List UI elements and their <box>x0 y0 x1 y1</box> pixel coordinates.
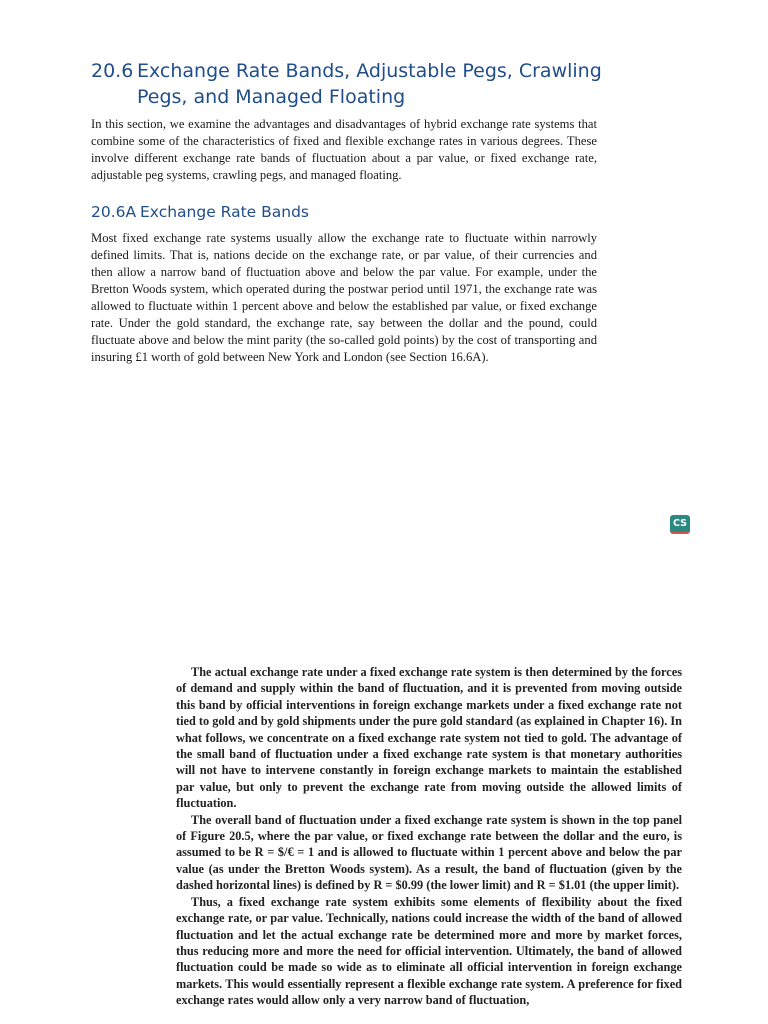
camscanner-badge: CS <box>670 515 690 534</box>
subsection-paragraph: Most fixed exchange rate systems usually allow the exchange rate to fluctuate within narrowly defined limits. That is, nations decide on the exchange rate, or par value, of their currencies and then allow a narrow band of fluctuation above and below the par value. For example, under the Bretton Woods system, which operated during the postwar period until 1971, the exchange rate was allowed to fluctuate within 1 percent above and below the established par value, or fixed exchange rate. Under the gold standard, the exchange rate, say between the dollar and the pound, could fluctuate above and below the mint parity (the so-called gold points) by the cost of transporting and insuring £1 worth of gold between New York and London (see Section 16.6A). <box>91 231 597 364</box>
subsection-heading <box>91 202 491 222</box>
intro-paragraph: In this section, we examine the advantages and disadvantages of hybrid exchange rate systems that combine some of the characteristics of fixed and flexible exchange rates in various degrees. These involve different exchange rate bands of fluctuation about a par value, or fixed exchange rate, adjustable peg systems, crawling pegs, and managed floating. <box>91 117 597 182</box>
continuation-paragraph: The overall band of fluctuation under a fixed exchange rate system is shown in the top panel of Figure 20.5, where the par value, or fixed exchange rate between the dollar and the euro, is assumed to be R = $/€ = 1 and is allowed to fluctuate within 1 percent above and below the par value (as under the Bretton Woods system). As a result, the band of fluctuation (given by the dashed horizontal lines) is defined by R = $0.99 (the lower limit) and R = $1.01 (the upper limit). <box>176 812 682 893</box>
subsection-number: 20.6A <box>91 203 137 221</box>
section-title-line1: Exchange Rate Bands, Adjustable Pegs, Crawling <box>137 60 602 82</box>
section-heading <box>91 58 611 110</box>
subsection-title: Exchange Rate Bands <box>140 203 310 221</box>
continuation-paragraph: Thus, a fixed exchange rate system exhibits some elements of flexibility about the fixed exchange rate, or par value. Technically, nations could increase the width of the band of allowed fluctuation and let the actual exchange rate be determined more and more by market forces, thus reducing more and more the need for official intervention. Ultimately, the band of allowed fluctuation could be made so wide as to eliminate all official intervention in foreign exchange markets. This would essentially represent a flexible exchange rate system. A preference for fixed exchange rates would allow only a very narrow band of fluctuation, <box>176 894 682 1008</box>
section-number: 20.6 <box>91 60 134 82</box>
continuation-paragraph: The actual exchange rate under a fixed exchange rate system is then determined by the forces of demand and supply within the band of fluctuation, and it is prevented from moving outside this band by official interventions in foreign exchange markets under a fixed exchange rate not tied to gold and by gold shipments under the pure gold standard (as explained in Chapter 16). In what follows, we concentrate on a fixed exchange rate system not tied to gold. The advantage of the small band of fluctuation under a fixed exchange rate system is that monetary authorities will not have to intervene constantly in foreign exchange markets to maintain the established par value, but only to prevent the exchange rate from moving outside the allowed limits of fluctuation. <box>176 665 682 811</box>
section-title-line2: Pegs, and Managed Floating <box>137 86 406 108</box>
continuation-text <box>176 664 682 1009</box>
